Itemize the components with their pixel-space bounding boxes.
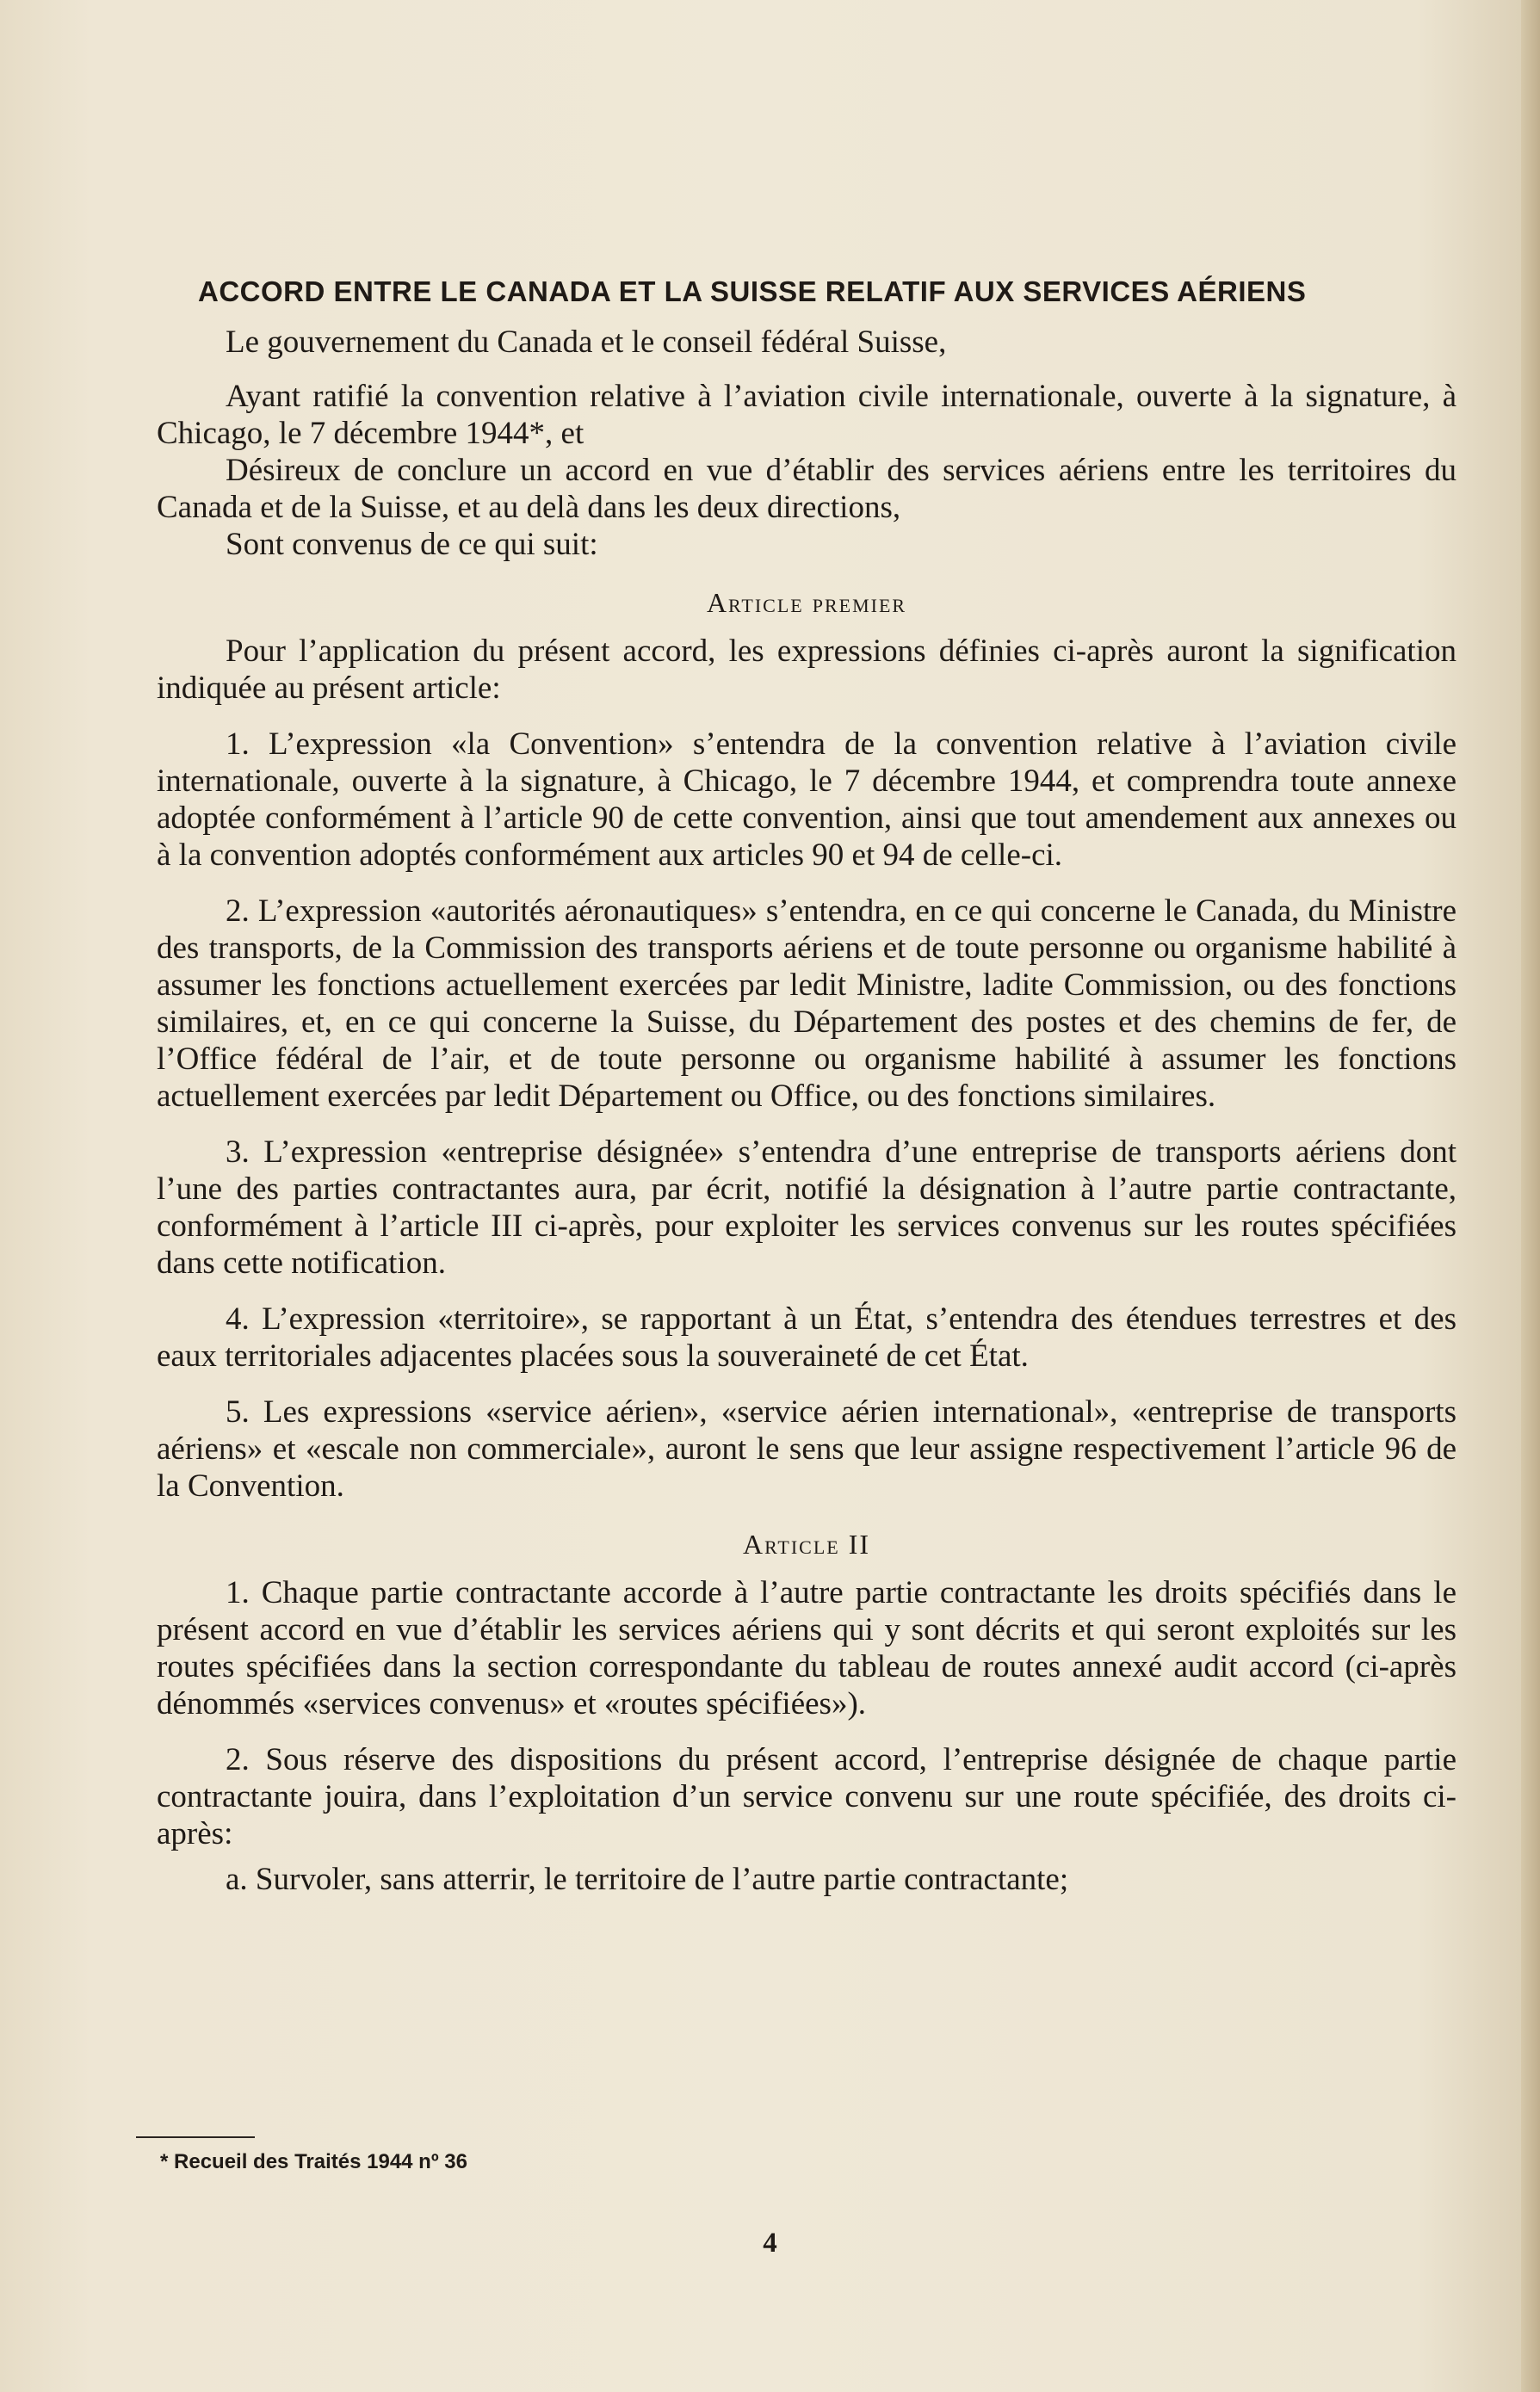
preamble-line-2: Ayant ratifié la convention relative à l’aviation civile internationale, ouverte à la signature, à Chicago, le 7 décembre 1944*, et [157,379,1457,451]
article-1-item-3: 3. L’expression «entreprise désignée» s’entendra d’une entreprise de transports aériens dont l’une des parties contractantes aura, par écrit, notifié la désignation à l’autre partie contractante, conformément à l’article III ci-après, pour exploiter les services convenus sur les routes spécifiées dans cette notification. [157,1134,1457,1281]
article-1-intro: Pour l’application du présent accord, les expressions définies ci-après auront la signification indiquée au présent article: [157,634,1457,706]
preamble-line-3: Désireux de conclure un accord en vue d’établir des services aériens entre les territoires du Canada et de la Suisse, et au delà dans les deux directions, [157,453,1457,525]
document-title: ACCORD ENTRE LE CANADA ET LA SUISSE RELATIF AUX SERVICES AÉRIENS [198,275,1307,307]
article-2-item-a: a. Survoler, sans atterrir, le territoire de l’autre partie contractante; [226,1862,1069,1897]
document-body [157,275,1457,1898]
article-1-item-5: 5. Les expressions «service aérien», «service aérien international», «entreprise de transports aériens» et «escale non commerciale», auront le sens que leur assigne respectivement l’article 96 de la Convention. [157,1394,1457,1504]
page-spine-edge [1521,0,1540,2392]
article-1-item-1: 1. L’expression «la Convention» s’entendra de la convention relative à l’aviation civile internationale, ouverte à la signature, à Chicago, le 7 décembre 1944, et comprendra toute annexe adoptée conformément à l’article 90 de cette convention, ainsi que tout amendement aux annexes ou à la convention adoptés conformément aux articles 90 et 94 de celle-ci. [157,726,1457,873]
footnote-divider [136,2136,255,2138]
page-number: 4 [763,2228,777,2259]
article-2-heading: Article II [742,1529,871,1560]
article-2-item-2: 2. Sous réserve des dispositions du présent accord, l’entreprise désignée de chaque partie contractante jouira, dans l’exploitation d’un service convenu sur une route spécifiée, des droits ci-après: [157,1742,1457,1851]
article-2-item-1: 1. Chaque partie contractante accorde à l’autre partie contractante les droits spécifiés dans le présent accord en vue d’établir les services aériens qui y sont décrits et qui seront exploités sur les routes spécifiées dans la section correspondante du tableau de routes annexé audit accord (ci-après dénommés «services convenus» et «routes spécifiées»). [157,1575,1457,1721]
footnote: * Recueil des Traités 1944 nº 36 [160,2150,467,2173]
article-1-heading: Article premier [706,587,907,618]
article-1-item-4: 4. L’expression «territoire», se rapportant à un État, s’entendra des étendues terrestres et des eaux territoriales adjacentes placées sous la souveraineté de cet État. [157,1301,1457,1374]
preamble-line-4: Sont convenus de ce qui suit: [226,527,598,562]
preamble-line-1: Le gouvernement du Canada et le conseil fédéral Suisse, [226,324,947,360]
article-1-item-2: 2. L’expression «autorités aéronautiques» s’entendra, en ce qui concerne le Canada, du Ministre des transports, de la Commission des transports aériens et de toute personne ou organisme habilité à assumer les fonctions actuellement exercées par ledit Ministre, ladite Commission, ou des fonctions similaires, et, en ce qui concerne la Suisse, du Département des postes et des chemins de fer, de l’Office fédéral de l’air, et de toute personne ou organisme habilité à assumer les fonctions actuellement exercées par ledit Département ou Office, ou des fonctions similaires. [157,893,1457,1114]
